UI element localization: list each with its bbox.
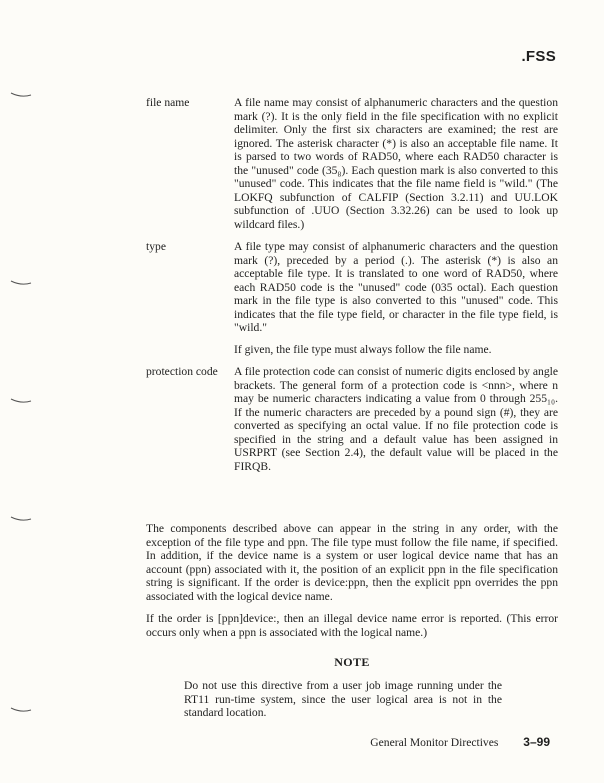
body-text (146, 522, 558, 648)
definition-list (146, 96, 558, 482)
margin-mark (10, 707, 32, 713)
body-paragraph: The components described above can appear in the string in any order, with the exception of the file type and ppn. The file type must follow the file name, if specified. In addition, if the device name is a system or user logical device name that has an account (ppn) associated with it, the position of an explicit ppn in the file specification string is significant. If the order is device:ppn, then the explicit ppn overrides the ppn associated with the logical device name. (146, 522, 558, 603)
definition-protection-code (146, 365, 558, 473)
term-label: file name (146, 96, 190, 109)
page-number: 3–99 (523, 735, 550, 749)
term-description (234, 96, 558, 231)
body-paragraph: If the order is [ppn]device:, then an illegal device name error is reported. (This error occurs only when a ppn is associated with the logical name.) (146, 612, 558, 639)
margin-mark (10, 516, 32, 522)
description-paragraph: A file name may consist of alphanumeric characters and the question mark (?). It is the only field in the file specification with no explicit delimiter. Only the first six characters are examined; the rest are ignored. The asterisk character (*) is also an acceptable file name. It is parsed to two words of RAD50, where each RAD50 character is the "unused" code (35₈). Each question mark is also converted to this "unused" code. This indicates that the file name field is "wild." (The LOKFQ subfunction of CALFIP (Section 3.2.11) and UU.LOK subfunction of .UUO (Section 3.32.26) can be used to look up wildcard files.) (234, 96, 558, 231)
description-paragraph: A file protection code can consist of numeric digits enclosed by angle brackets. The general form of a protection code is <nnn>, where n may be numeric characters indicating a value from 0 through 255₁₀. If the numeric characters are preceded by a pound sign (#), they are converted as specifying an octal value. If no file protection code is specified in the string and a default value has been assigned in USRPRT (see Section 2.4), the default value will be placed in the FIRQB. (234, 365, 558, 473)
footer-section-title: General Monitor Directives (370, 736, 499, 749)
term-label: type (146, 240, 166, 253)
note-heading: NOTE (334, 655, 370, 669)
term-description (234, 365, 558, 473)
definition-type (146, 240, 558, 356)
margin-mark (10, 92, 32, 98)
margin-mark (10, 398, 32, 404)
description-paragraph: If given, the file type must always follow the file name. (234, 342, 492, 356)
description-paragraph: A file type may consist of alphanumeric characters and the question mark (?), preceded by a period (.). The asterisk (*) is also an acceptable file type. It is translated to one word of RAD50, where each RAD50 code is the "unused" code (035 octal). Each question mark in the file type is also converted to this "unused" code. This indicates that the file type field, or character in the file type field, is "wild." (234, 240, 558, 334)
page-footer (370, 735, 550, 749)
term-label: protection code (146, 365, 218, 378)
definition-file-name (146, 96, 558, 231)
page-header-title: .FSS (521, 48, 556, 65)
term-description (234, 240, 558, 356)
margin-mark (10, 280, 32, 286)
note-text: Do not use this directive from a user job image running under the RT11 run-time system, since the user logical area is not in the standard location. (184, 679, 502, 719)
